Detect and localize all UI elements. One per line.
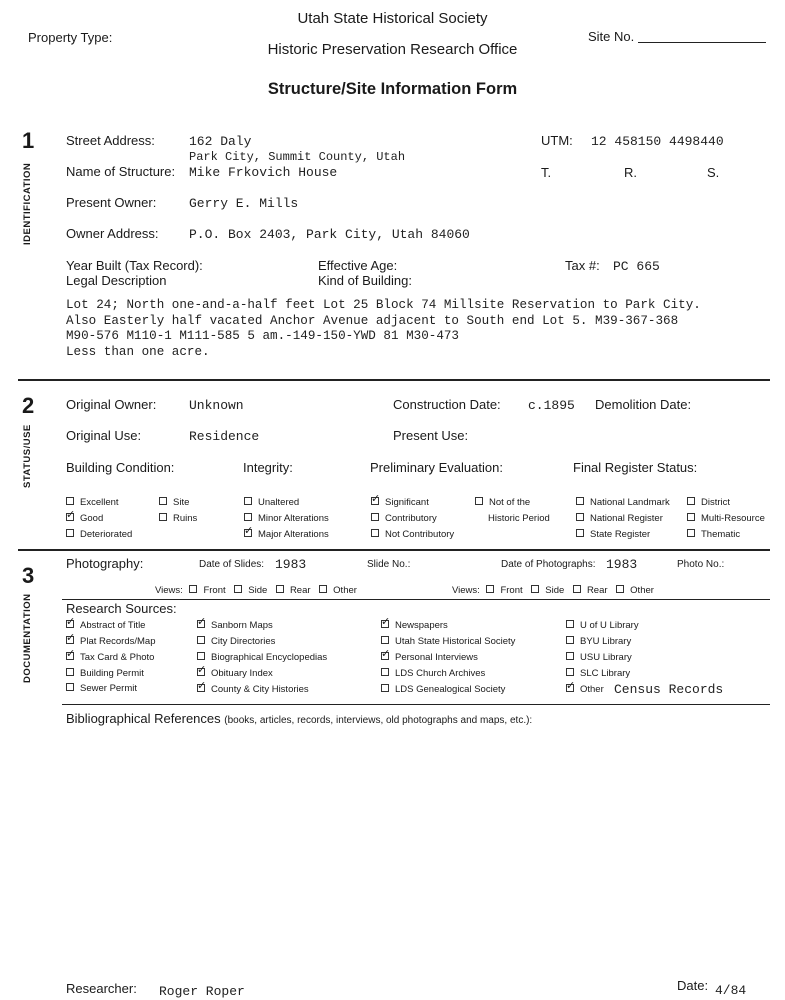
checkbox-icon [566, 620, 574, 628]
site-no-blank [638, 32, 766, 43]
option-label: Excellent [80, 497, 119, 508]
source-lds-archives-checkbox[interactable] [381, 668, 485, 679]
preliminary-evaluation-label: Preliminary Evaluation: [370, 460, 503, 475]
checkbox-icon [381, 684, 389, 692]
section-2-label: STATUS/USE [22, 424, 33, 488]
option-label: USU Library [580, 652, 632, 663]
bibliographical-references [66, 711, 532, 726]
view-side-checkbox[interactable] [228, 585, 267, 596]
views-label: Views: [155, 585, 183, 596]
register-thematic-checkbox[interactable] [687, 529, 740, 540]
checkbox-icon [616, 585, 624, 593]
checkbox-checked-icon [197, 620, 205, 628]
option-label: State Register [590, 529, 651, 540]
kind-of-building-label: Kind of Building: [318, 273, 412, 288]
option-label: Other [580, 684, 604, 695]
option-label: Newspapers [395, 620, 448, 631]
checkbox-icon [66, 529, 74, 537]
checkbox-icon [189, 585, 197, 593]
source-county-city-checkbox[interactable] [197, 684, 309, 695]
section-divider [18, 379, 770, 381]
evaluation-significant-checkbox[interactable] [371, 497, 429, 508]
source-abstract-checkbox[interactable] [66, 620, 145, 631]
checkbox-checked-icon [66, 620, 74, 628]
option-label: Utah State Historical Society [395, 636, 516, 647]
structure-name-label: Name of Structure: [66, 164, 176, 179]
checkbox-icon [197, 652, 205, 660]
source-usu-checkbox[interactable] [566, 652, 632, 663]
legal-description-label: Legal Description [66, 273, 167, 288]
option-label: Thematic [701, 529, 741, 540]
effective-age-label: Effective Age: [318, 258, 398, 273]
section-2-number: 2 [22, 393, 35, 418]
evaluation-contributory-checkbox[interactable] [371, 513, 437, 524]
option-label: Abstract of Title [80, 620, 146, 631]
checkbox-checked-icon [66, 636, 74, 644]
option-label: Plat Records/Map [80, 636, 156, 647]
legal-description-text [66, 298, 701, 360]
view-other-checkbox[interactable] [313, 585, 357, 596]
view-rear-checkbox[interactable] [567, 585, 608, 596]
option-label: Not Contributory [385, 529, 455, 540]
source-biographical-checkbox[interactable] [197, 652, 327, 663]
street-address-line2: Park City, Summit County, Utah [189, 150, 406, 164]
option-label: Front [203, 585, 226, 596]
source-other-value: Census Records [614, 682, 724, 697]
checkbox-icon [381, 636, 389, 644]
option-label: Tax Card & Photo [80, 652, 155, 663]
present-owner-label: Present Owner: [66, 195, 157, 210]
option-label: Multi-Resource [701, 513, 765, 524]
legal-line: Less than one acre. [66, 344, 210, 359]
option-label: Rear [586, 585, 608, 596]
condition-good-checkbox[interactable] [66, 513, 103, 524]
research-sources-label: Research Sources: [66, 601, 177, 616]
present-use-label: Present Use: [393, 428, 469, 443]
evaluation-not-historic-checkbox[interactable] [475, 497, 530, 508]
checkbox-icon [687, 513, 695, 521]
checkbox-checked-icon [197, 668, 205, 676]
checkbox-checked-icon [371, 497, 379, 505]
legal-line: Lot 24; North one-and-a-half feet Lot 25 Block 74 Millsite Reservation to Park City. [66, 298, 701, 312]
checkbox-icon [381, 668, 389, 676]
checkbox-icon [244, 513, 252, 521]
source-ushs-checkbox[interactable] [381, 636, 515, 647]
option-label: District [701, 497, 731, 508]
option-label: BYU Library [580, 636, 632, 647]
option-label: Minor Alterations [258, 513, 329, 524]
source-building-permit-checkbox[interactable] [66, 668, 144, 679]
owner-address-label: Owner Address: [66, 226, 159, 241]
tax-number-label: Tax #: [565, 258, 600, 273]
legal-line: Also Easterly half vacated Anchor Avenue adjacent to South end Lot 5. M39-367-368 [66, 313, 679, 328]
view-rear-checkbox[interactable] [270, 585, 311, 596]
checkbox-icon [486, 585, 494, 593]
source-other-checkbox[interactable] [566, 684, 604, 695]
option-label: Not of the [489, 497, 531, 508]
checkbox-icon [687, 529, 695, 537]
checkbox-icon [276, 585, 284, 593]
researcher-label: Researcher: [66, 981, 137, 996]
condition-deteriorated-checkbox[interactable] [66, 529, 132, 540]
checkbox-icon [66, 497, 74, 505]
date-of-photographs-value: 1983 [606, 557, 638, 572]
condition-site-checkbox[interactable] [159, 497, 189, 508]
section-3-number: 3 [22, 563, 35, 588]
option-label: SLC Library [580, 668, 631, 679]
legal-line: M90-576 M110-1 M111-585 5 am.-149-150-YWD 81 M30-473 [66, 329, 459, 343]
option-label: Sewer Permit [80, 683, 138, 694]
owner-address-value: P.O. Box 2403, Park City, Utah 84060 [189, 227, 470, 242]
checkbox-icon [475, 497, 483, 505]
slides-views [155, 585, 357, 596]
checkbox-checked-icon [197, 684, 205, 692]
construction-date-value: c.1895 [528, 398, 575, 413]
checkbox-icon [566, 652, 574, 660]
original-use-value: Residence [189, 429, 260, 444]
condition-excellent-checkbox[interactable] [66, 497, 119, 508]
checkbox-icon [576, 497, 584, 505]
source-slc-checkbox[interactable] [566, 668, 630, 679]
option-label: Other [333, 585, 357, 596]
checkbox-checked-icon [381, 620, 389, 628]
checkbox-icon [566, 668, 574, 676]
option-label: Side [248, 585, 268, 596]
source-city-directories-checkbox[interactable] [197, 636, 275, 647]
option-label: Other [630, 585, 654, 596]
integrity-label: Integrity: [243, 460, 293, 475]
checkbox-icon [371, 513, 379, 521]
sub-divider [62, 704, 770, 705]
original-owner-value: Unknown [189, 398, 244, 413]
checkbox-icon [197, 636, 205, 644]
option-label: Front [500, 585, 523, 596]
source-byu-checkbox[interactable] [566, 636, 631, 647]
checkbox-icon [576, 529, 584, 537]
option-label: Site [173, 497, 190, 508]
view-front-checkbox[interactable] [482, 585, 522, 596]
option-label: Ruins [173, 513, 198, 524]
option-label: Personal Interviews [395, 652, 478, 663]
option-label: Rear [289, 585, 311, 596]
checkbox-icon [159, 497, 167, 505]
option-label: Unaltered [258, 497, 300, 508]
checkbox-icon [576, 513, 584, 521]
register-national-landmark-checkbox[interactable] [576, 497, 670, 508]
date-value: 4/84 [715, 983, 747, 998]
date-of-slides-value: 1983 [275, 557, 307, 572]
photography-label: Photography: [66, 556, 144, 571]
tax-number-value: PC 665 [613, 259, 660, 274]
township-label: T. [541, 165, 552, 180]
register-multi-resource-checkbox[interactable] [687, 513, 765, 524]
option-label: County & City Histories [211, 684, 309, 695]
final-register-status-label: Final Register Status: [573, 460, 698, 475]
views-label: Views: [452, 585, 480, 596]
option-label: U of U Library [580, 620, 639, 631]
option-label: Building Permit [80, 668, 144, 679]
date-label: Date: [677, 978, 709, 993]
option-label: Contributory [385, 513, 437, 524]
checkbox-icon [566, 636, 574, 644]
utm-label: UTM: [541, 133, 573, 148]
source-plat-checkbox[interactable] [66, 636, 156, 647]
range-label: R. [624, 165, 637, 180]
checkbox-checked-icon [566, 684, 574, 692]
register-national-register-checkbox[interactable] [576, 513, 663, 524]
site-no-field[interactable] [588, 29, 766, 44]
option-label: City Directories [211, 636, 276, 647]
source-sewer-permit-checkbox[interactable] [66, 683, 137, 694]
option-label: Deteriorated [80, 529, 133, 540]
option-label: Good [80, 513, 104, 524]
option-label: Side [545, 585, 565, 596]
site-no-label: Site No. [588, 29, 635, 44]
checkbox-icon [319, 585, 327, 593]
source-interviews-checkbox[interactable] [381, 652, 478, 663]
register-district-checkbox[interactable] [687, 497, 730, 508]
section-label: S. [707, 165, 720, 180]
org-name: Utah State Historical Society [297, 10, 488, 27]
checkbox-icon [159, 513, 167, 521]
checkbox-checked-icon [381, 652, 389, 660]
present-owner-value: Gerry E. Mills [189, 196, 299, 211]
register-state-register-checkbox[interactable] [576, 529, 650, 540]
property-type-label: Property Type: [28, 30, 113, 45]
integrity-unaltered-checkbox[interactable] [244, 497, 299, 508]
researcher-value: Roger Roper [159, 984, 245, 999]
checkbox-checked-icon [66, 652, 74, 660]
checkbox-icon [66, 683, 74, 691]
checkbox-icon [244, 497, 252, 505]
checkbox-checked-icon [244, 529, 252, 537]
photo-views [452, 585, 654, 596]
original-owner-label: Original Owner: [66, 397, 157, 412]
date-of-photographs-label: Date of Photographs: [501, 559, 596, 570]
office-name: Historic Preservation Research Office [267, 41, 518, 58]
structure-name-value: Mike Frkovich House [189, 165, 338, 180]
source-tax-card-checkbox[interactable] [66, 652, 154, 663]
year-built-label: Year Built (Tax Record): [66, 258, 203, 273]
option-label: Obituary Index [211, 668, 273, 679]
option-label: Major Alterations [258, 529, 329, 540]
bibliographical-label: Bibliographical References [66, 711, 221, 726]
checkbox-icon [234, 585, 242, 593]
option-label: Sanborn Maps [211, 620, 273, 631]
option-label: Biographical Encyclopedias [211, 652, 328, 663]
checkbox-icon [66, 668, 74, 676]
form-title: Structure/Site Information Form [267, 80, 518, 98]
checkbox-icon [531, 585, 539, 593]
view-other-checkbox[interactable] [610, 585, 654, 596]
photo-no-label: Photo No.: [677, 559, 725, 570]
view-front-checkbox[interactable] [185, 585, 225, 596]
view-side-checkbox[interactable] [525, 585, 564, 596]
condition-ruins-checkbox[interactable] [159, 513, 197, 524]
original-use-label: Original Use: [66, 428, 142, 443]
section-1-label: IDENTIFICATION [22, 162, 33, 245]
option-label: Significant [385, 497, 429, 508]
street-address-label: Street Address: [66, 133, 155, 148]
integrity-major-checkbox[interactable] [244, 529, 329, 540]
construction-date-label: Construction Date: [393, 397, 501, 412]
section-1-number: 1 [22, 128, 35, 153]
street-address-value: 162 Daly [189, 134, 252, 149]
option-label: LDS Church Archives [395, 668, 486, 679]
bibliographical-note: (books, articles, records, interviews, old photographs and maps, etc.): [224, 715, 533, 726]
checkbox-checked-icon [66, 513, 74, 521]
source-lds-genealogical-checkbox[interactable] [381, 684, 505, 695]
checkbox-icon [687, 497, 695, 505]
section-divider [18, 549, 770, 551]
source-newspapers-checkbox[interactable] [381, 620, 448, 631]
utm-value: 12 458150 4498440 [591, 134, 724, 149]
option-label: LDS Genealogical Society [395, 684, 506, 695]
demolition-date-label: Demolition Date: [595, 397, 692, 412]
date-of-slides-label: Date of Slides: [199, 559, 265, 570]
checkbox-icon [371, 529, 379, 537]
evaluation-not-contributory-checkbox[interactable] [371, 529, 454, 540]
source-obituary-checkbox[interactable] [197, 668, 273, 679]
option-label: National Register [590, 513, 663, 524]
section-3-label: DOCUMENTATION [22, 593, 33, 683]
evaluation-not-historic-line2: Historic Period [488, 513, 550, 524]
integrity-minor-checkbox[interactable] [244, 513, 329, 524]
slide-no-label: Slide No.: [367, 559, 411, 570]
checkbox-icon [573, 585, 581, 593]
source-uofu-checkbox[interactable] [566, 620, 639, 631]
sub-divider [62, 599, 770, 600]
source-sanborn-checkbox[interactable] [197, 620, 273, 631]
option-label: National Landmark [590, 497, 670, 508]
building-condition-label: Building Condition: [66, 460, 175, 475]
